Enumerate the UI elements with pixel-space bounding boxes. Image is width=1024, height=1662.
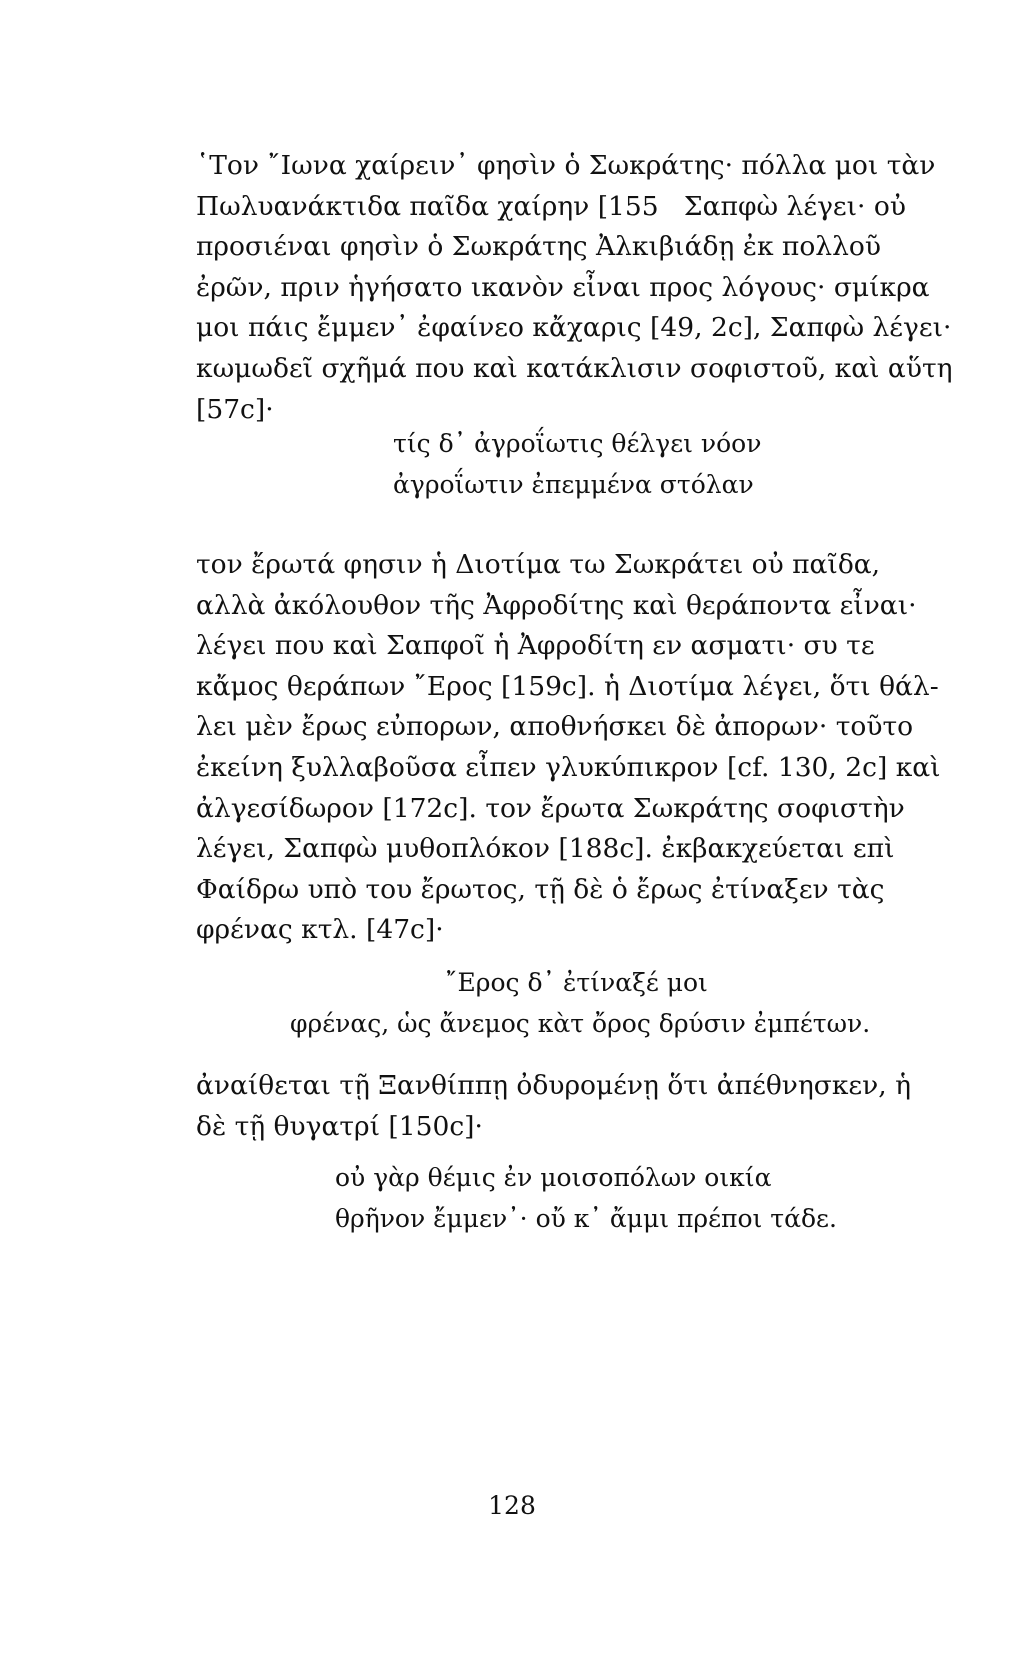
text-line: λέγει, Σαπφὼ μυθοπλόκον [188c]. ἐκβακχεύεται επὶ [196,833,895,865]
text-line: λει μὲν ἔρως εὐπορων, αποθνήσκει δὲ ἀπορων· τοῦτο [196,711,914,743]
text-line: ἀναίθεται τῇ Ξανθίππῃ ὀδυρομένῃ ὅτι ἀπέθνησκεν, ἡ [196,1070,911,1101]
text-line: μοι πάις ἔμμεν᾽ ἐφαίνεο κἄχαρις [49, 2c], Σαπφὼ λέγει· [196,312,952,344]
verse-line: οὐ γὰρ θέμις ἐν μοισοπόλων οικία [335,1163,772,1192]
verse-line: θρῆνον ἔμμεν᾽· οὔ κ᾽ ἄμμι πρέποι τάδε. [335,1203,837,1233]
text-line: κωμωδεῖ σχῆμά που καὶ κατάκλισιν σοφιστοῦ, καὶ αὕτη [196,352,953,384]
text-line: Φαίδρω υπὸ του ἔρωτος, τῇ δὲ ὁ ἔρως ἐτίναξεν τὰς [196,873,885,905]
paragraph-1 [196,146,976,430]
paragraph-2 [196,545,976,951]
verse-quote-1 [393,424,761,505]
verse-line: φρένας, ὡς ἄνεμος κὰτ ὄρος δρύσιν ἐμπέτων. [290,1009,871,1038]
text-line: λέγει που καὶ Σαπφοῖ ἡ Ἀφροδίτη εν ασματι· συ τε [196,630,875,662]
paragraph-3 [196,1066,976,1147]
text-line: κἄμος θεράπων ῎Ερος [159c]. ἡ Διοτίμα λέγει, ὅτι θάλ- [196,670,939,702]
text-line: [57c]· [196,393,274,425]
text-line: ἐρῶν, πριν ἡγήσατο ικανὸν εἶναι προς λόγους· σμίκρα [196,271,930,303]
text-line: ῾Τον ῎Ιωνα χαίρειν᾽ φησὶν ὁ Σωκράτης· πόλλα μοι τὰν [196,150,936,181]
text-line: φρένας κτλ. [47c]· [196,914,444,946]
text-line: δὲ τῇ θυγατρί [150c]· [196,1110,483,1142]
text-line: προσιέναι φησὶν ὁ Σωκράτης Ἀλκιβιάδῃ ἐκ πολλοῦ [196,231,881,263]
text-line: αλλὰ ἀκόλουθον τῆς Ἀφροδίτης καὶ θεράποντα εἶναι· [196,589,917,621]
verse-quote-2-line-2 [290,1004,870,1045]
text-line: τον ἔρωτά φησιν ἡ Διοτίμα τω Σωκράτει οὐ παῖδα, [196,549,881,580]
verse-line: ῎Ερος δ᾽ ἐτίναξέ μοι [445,968,708,997]
verse-line: τίς δ᾽ ἀγροΐωτις θέλγει νόον [393,429,762,458]
verse-line: ἀγροΐωτιν ἐπεμμένα στόλαν [393,469,754,499]
text-line: Πωλυανάκτιδα παῖδα χαίρην [155 Σαπφὼ λέγει· οὐ [196,190,906,222]
verse-quote-3 [335,1158,837,1239]
page-number: 128 [488,1491,536,1520]
text-line: ἀλγεσίδωρον [172c]. τον ἔρωτα Σωκράτης σοφιστὴν [196,792,905,824]
text-line: ἐκείνη ξυλλαβοῦσα εἶπεν γλυκύπικρον [cf. 130, 2c] καὶ [196,751,941,783]
verse-quote-2-line-1 [445,963,708,1004]
